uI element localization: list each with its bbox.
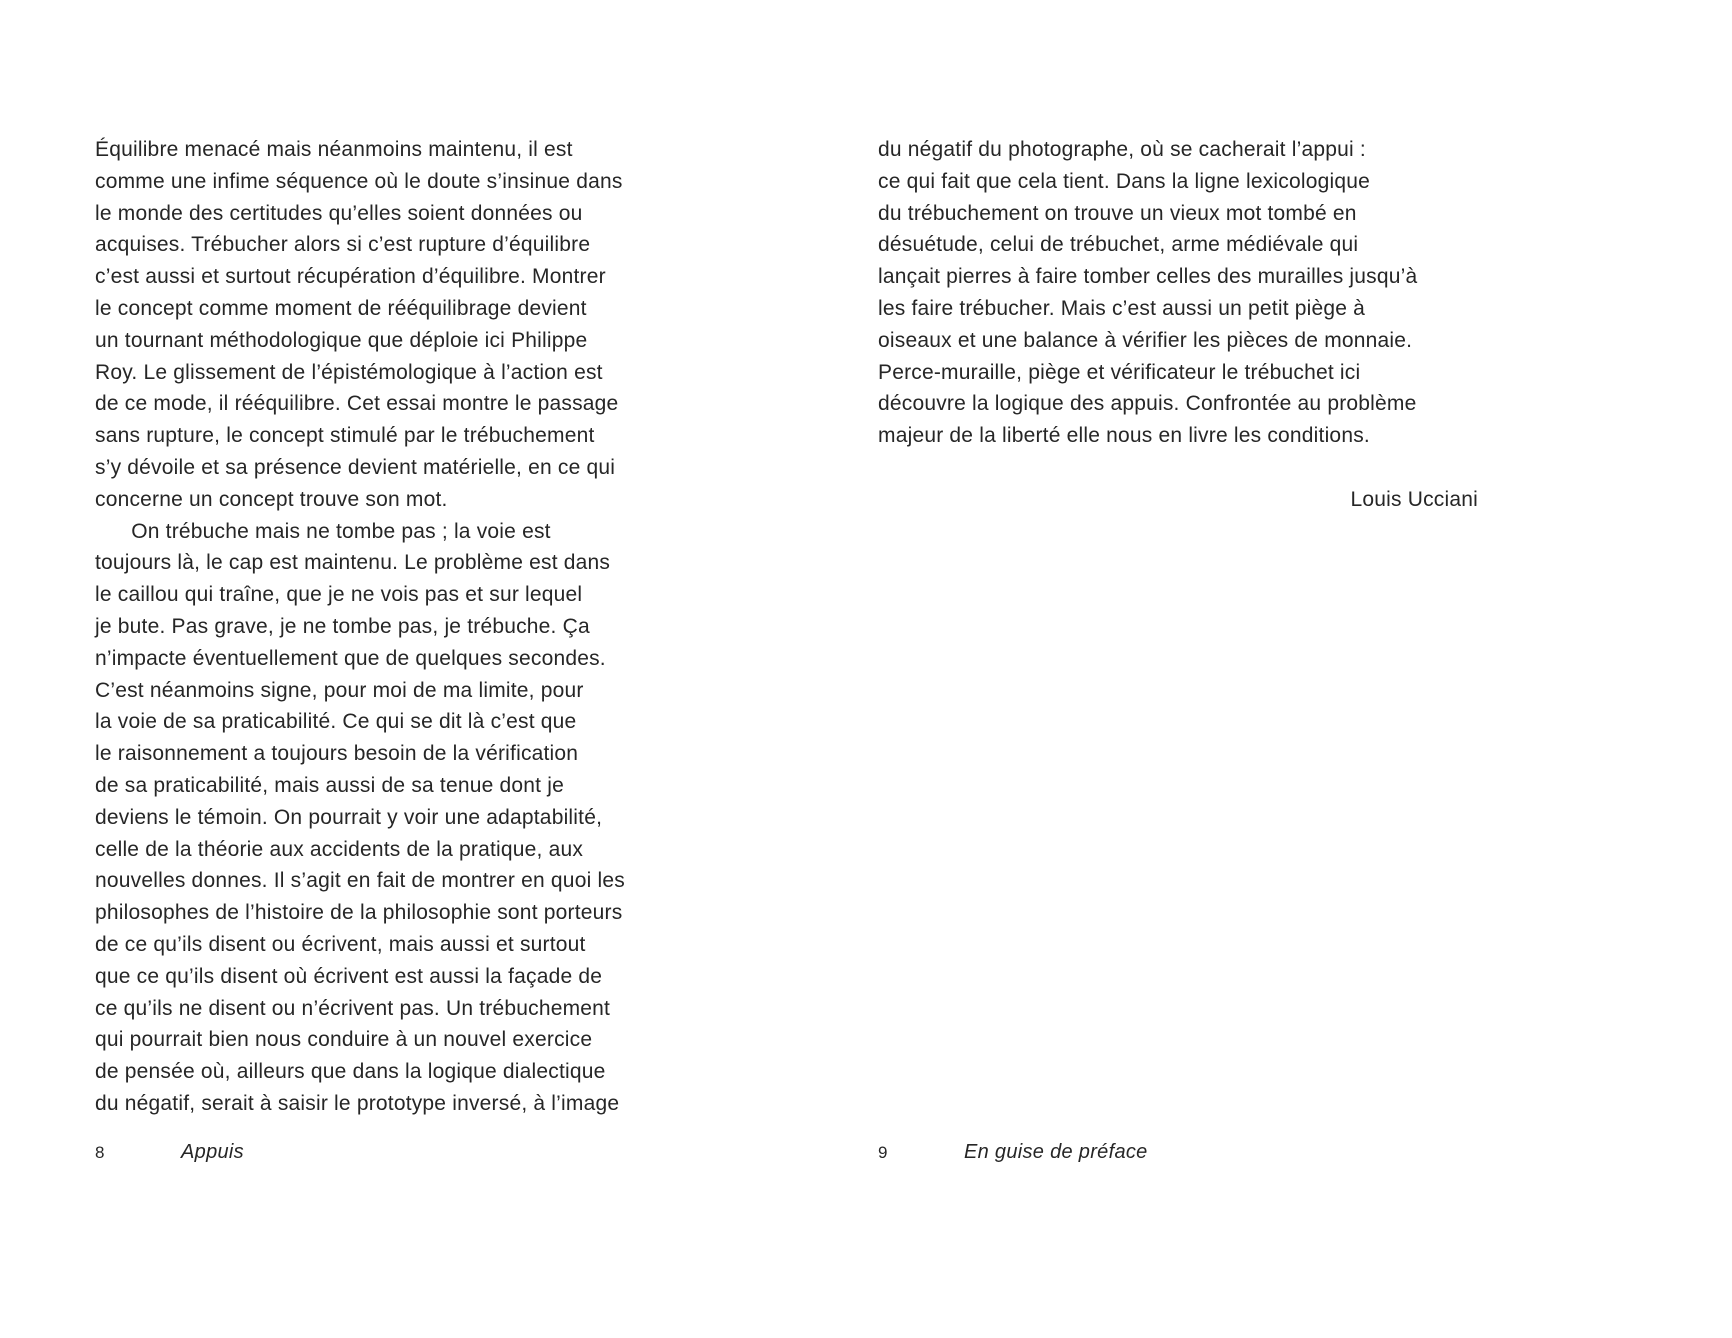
text-line: de pensée où, ailleurs que dans la logique dialectique bbox=[95, 1060, 606, 1084]
text-line: philosophes de l’histoire de la philosophie sont porteurs bbox=[95, 901, 623, 925]
text-line: la voie de sa praticabilité. Ce qui se dit là c’est que bbox=[95, 710, 577, 734]
text-line: qui pourrait bien nous conduire à un nouvel exercice bbox=[95, 1028, 593, 1052]
text-line: ce qui fait que cela tient. Dans la ligne lexicologique bbox=[878, 169, 1370, 193]
right-running-title: En guise de préface bbox=[964, 1141, 1148, 1163]
text-line: deviens le témoin. On pourrait y voir une adaptabilité, bbox=[95, 805, 603, 829]
text-line: je bute. Pas grave, je ne tombe pas, je trébuche. Ça bbox=[95, 614, 590, 638]
left-page-number: 8 bbox=[95, 1143, 105, 1162]
text-line: de ce qu’ils disent ou écrivent, mais aussi et surtout bbox=[95, 932, 586, 956]
text-line: du négatif du photographe, où se cacherait l’appui : bbox=[878, 138, 1366, 161]
text-line: le raisonnement a toujours besoin de la vérification bbox=[95, 742, 579, 766]
text-line: Perce-muraille, piège et vérificateur le trébuchet ici bbox=[878, 360, 1361, 384]
text-line: le caillou qui traîne, que je ne vois pas et sur lequel bbox=[95, 583, 583, 607]
right-page-lines bbox=[878, 134, 1478, 452]
text-line: de ce mode, il rééquilibre. Cet essai montre le passage bbox=[95, 392, 619, 416]
left-running-title: Appuis bbox=[181, 1141, 244, 1163]
text-line: Roy. Le glissement de l’épistémologique à l’action est bbox=[95, 360, 603, 384]
text-line: toujours là, le cap est maintenu. Le problème est dans bbox=[95, 551, 611, 575]
right-page-footer bbox=[878, 1141, 1148, 1164]
text-line: s’y dévoile et sa présence devient matérielle, en ce qui bbox=[95, 455, 616, 479]
text-line: concerne un concept trouve son mot. bbox=[95, 487, 448, 511]
text-line: ce qu’ils ne disent ou n’écrivent pas. Un trébuchement bbox=[95, 996, 611, 1020]
text-line: que ce qu’ils disent où écrivent est aussi la façade de bbox=[95, 964, 603, 988]
text-line: n’impacte éventuellement que de quelques secondes. bbox=[95, 646, 606, 670]
text-line: On trébuche mais ne tombe pas ; la voie est bbox=[95, 519, 551, 543]
text-line: découvre la logique des appuis. Confrontée au problème bbox=[878, 392, 1417, 416]
text-line: lançait pierres à faire tomber celles des murailles jusqu’à bbox=[878, 265, 1418, 289]
text-line: un tournant méthodologique que déploie ici Philippe bbox=[95, 328, 588, 352]
text-line: comme une infime séquence où le doute s’insinue dans bbox=[95, 169, 623, 193]
right-page-number: 9 bbox=[878, 1143, 888, 1162]
text-line: nouvelles donnes. Il s’agit en fait de montrer en quoi les bbox=[95, 869, 625, 893]
left-page-footer bbox=[95, 1141, 244, 1164]
text-line: celle de la théorie aux accidents de la pratique, aux bbox=[95, 837, 584, 861]
right-page-text bbox=[878, 134, 1478, 516]
text-line: c’est aussi et surtout récupération d’équilibre. Montrer bbox=[95, 265, 606, 289]
text-line: le concept comme moment de rééquilibrage devient bbox=[95, 296, 587, 320]
author-signature: Louis Ucciani bbox=[1350, 487, 1478, 511]
text-line: du négatif, serait à saisir le prototype inversé, à l’image bbox=[95, 1091, 620, 1115]
text-line: désuétude, celui de trébuchet, arme médiévale qui bbox=[878, 233, 1359, 257]
text-line: Équilibre menacé mais néanmoins maintenu, il est bbox=[95, 138, 573, 161]
text-line: le monde des certitudes qu’elles soient données ou bbox=[95, 201, 583, 225]
text-line: majeur de la liberté elle nous en livre les conditions. bbox=[878, 424, 1370, 448]
text-line: C’est néanmoins signe, pour moi de ma limite, pour bbox=[95, 678, 584, 702]
text-line: sans rupture, le concept stimulé par le trébuchement bbox=[95, 424, 595, 448]
left-page-text bbox=[95, 134, 715, 1120]
text-line: du trébuchement on trouve un vieux mot tombé en bbox=[878, 201, 1357, 225]
text-line: acquises. Trébucher alors si c’est rupture d’équilibre bbox=[95, 233, 591, 257]
text-line: les faire trébucher. Mais c’est aussi un petit piège à bbox=[878, 296, 1366, 320]
text-line: de sa praticabilité, mais aussi de sa tenue dont je bbox=[95, 773, 564, 797]
text-line: oiseaux et une balance à vérifier les pièces de monnaie. bbox=[878, 328, 1413, 352]
